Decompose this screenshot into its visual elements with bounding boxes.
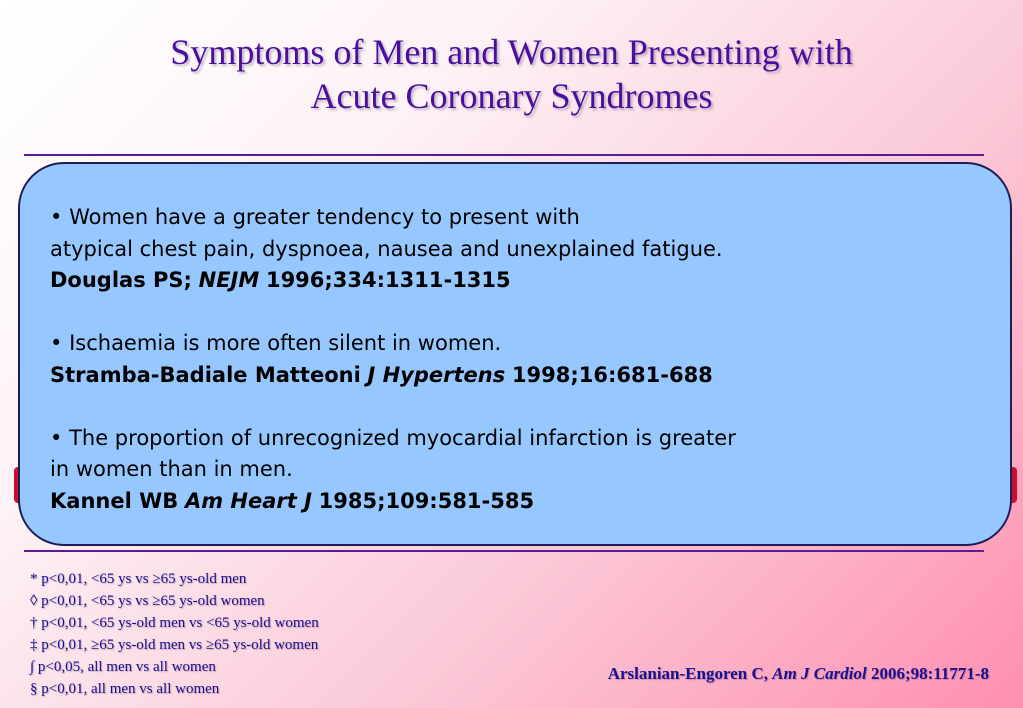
- item-text-line-2: atypical chest pain, dyspnoea, nausea and unexplained fatigue.: [50, 236, 723, 261]
- citation-authors: Arslanian-Engoren C,: [607, 664, 768, 683]
- ref-journal: NEJM: [198, 268, 260, 292]
- footnote: § p<0,01, all men vs all women: [30, 681, 220, 697]
- citation-journal: Am J Cardiol: [772, 664, 867, 683]
- evidence-callout: [18, 162, 1012, 546]
- ref-journal: Am Heart J: [184, 488, 312, 513]
- footnote: ‡ p<0,01, ≥65 ys-old men vs ≥65 ys-old women: [30, 637, 319, 653]
- ref-journal: J Hypertens: [367, 362, 506, 387]
- footnotes: [30, 568, 319, 700]
- item-text-line-1: The proportion of unrecognized myocardial infarction is greater: [69, 425, 736, 450]
- item-text-line-1: Women have a greater tendency to present with: [69, 205, 580, 229]
- callout-item: [50, 202, 980, 297]
- ref-authors: Kannel WB: [50, 488, 179, 513]
- ref-authors: Stramba-Badiale Matteoni: [50, 362, 361, 387]
- source-citation: [608, 664, 989, 684]
- ref-details: 1985;109:581-585: [318, 488, 535, 513]
- ref-details: 1998;16:681-688: [511, 362, 713, 387]
- footnote: * p<0,01, <65 ys vs ≥65 ys-old men: [30, 571, 247, 587]
- callout-item: [50, 328, 980, 391]
- footnote: ◊ p<0,01, <65 ys vs ≥65 ys-old women: [30, 593, 265, 609]
- slide-title-line-2: Acute Coronary Syndromes: [310, 76, 713, 116]
- footnote: ∫ p<0,05, all men vs all women: [30, 659, 216, 675]
- footnote: † p<0,01, <65 ys-old men vs <65 ys-old women: [30, 615, 319, 631]
- item-text-line-2: in women than in men.: [50, 457, 293, 481]
- bullet-icon: •: [50, 205, 63, 229]
- slide-title: [0, 30, 1023, 118]
- citation-details: 2006;98:11771-8: [870, 664, 989, 683]
- bullet-icon: •: [50, 331, 63, 355]
- ref-authors: Douglas PS;: [50, 268, 192, 292]
- item-text-line-1: Ischaemia is more often silent in women.: [69, 331, 502, 355]
- bullet-icon: •: [50, 425, 63, 450]
- top-divider: [24, 154, 984, 156]
- bottom-divider: [24, 550, 984, 552]
- slide-title-line-1: Symptoms of Men and Women Presenting with: [170, 32, 853, 72]
- callout-item: [50, 423, 980, 518]
- ref-details: 1996;334:1311-1315: [265, 268, 511, 292]
